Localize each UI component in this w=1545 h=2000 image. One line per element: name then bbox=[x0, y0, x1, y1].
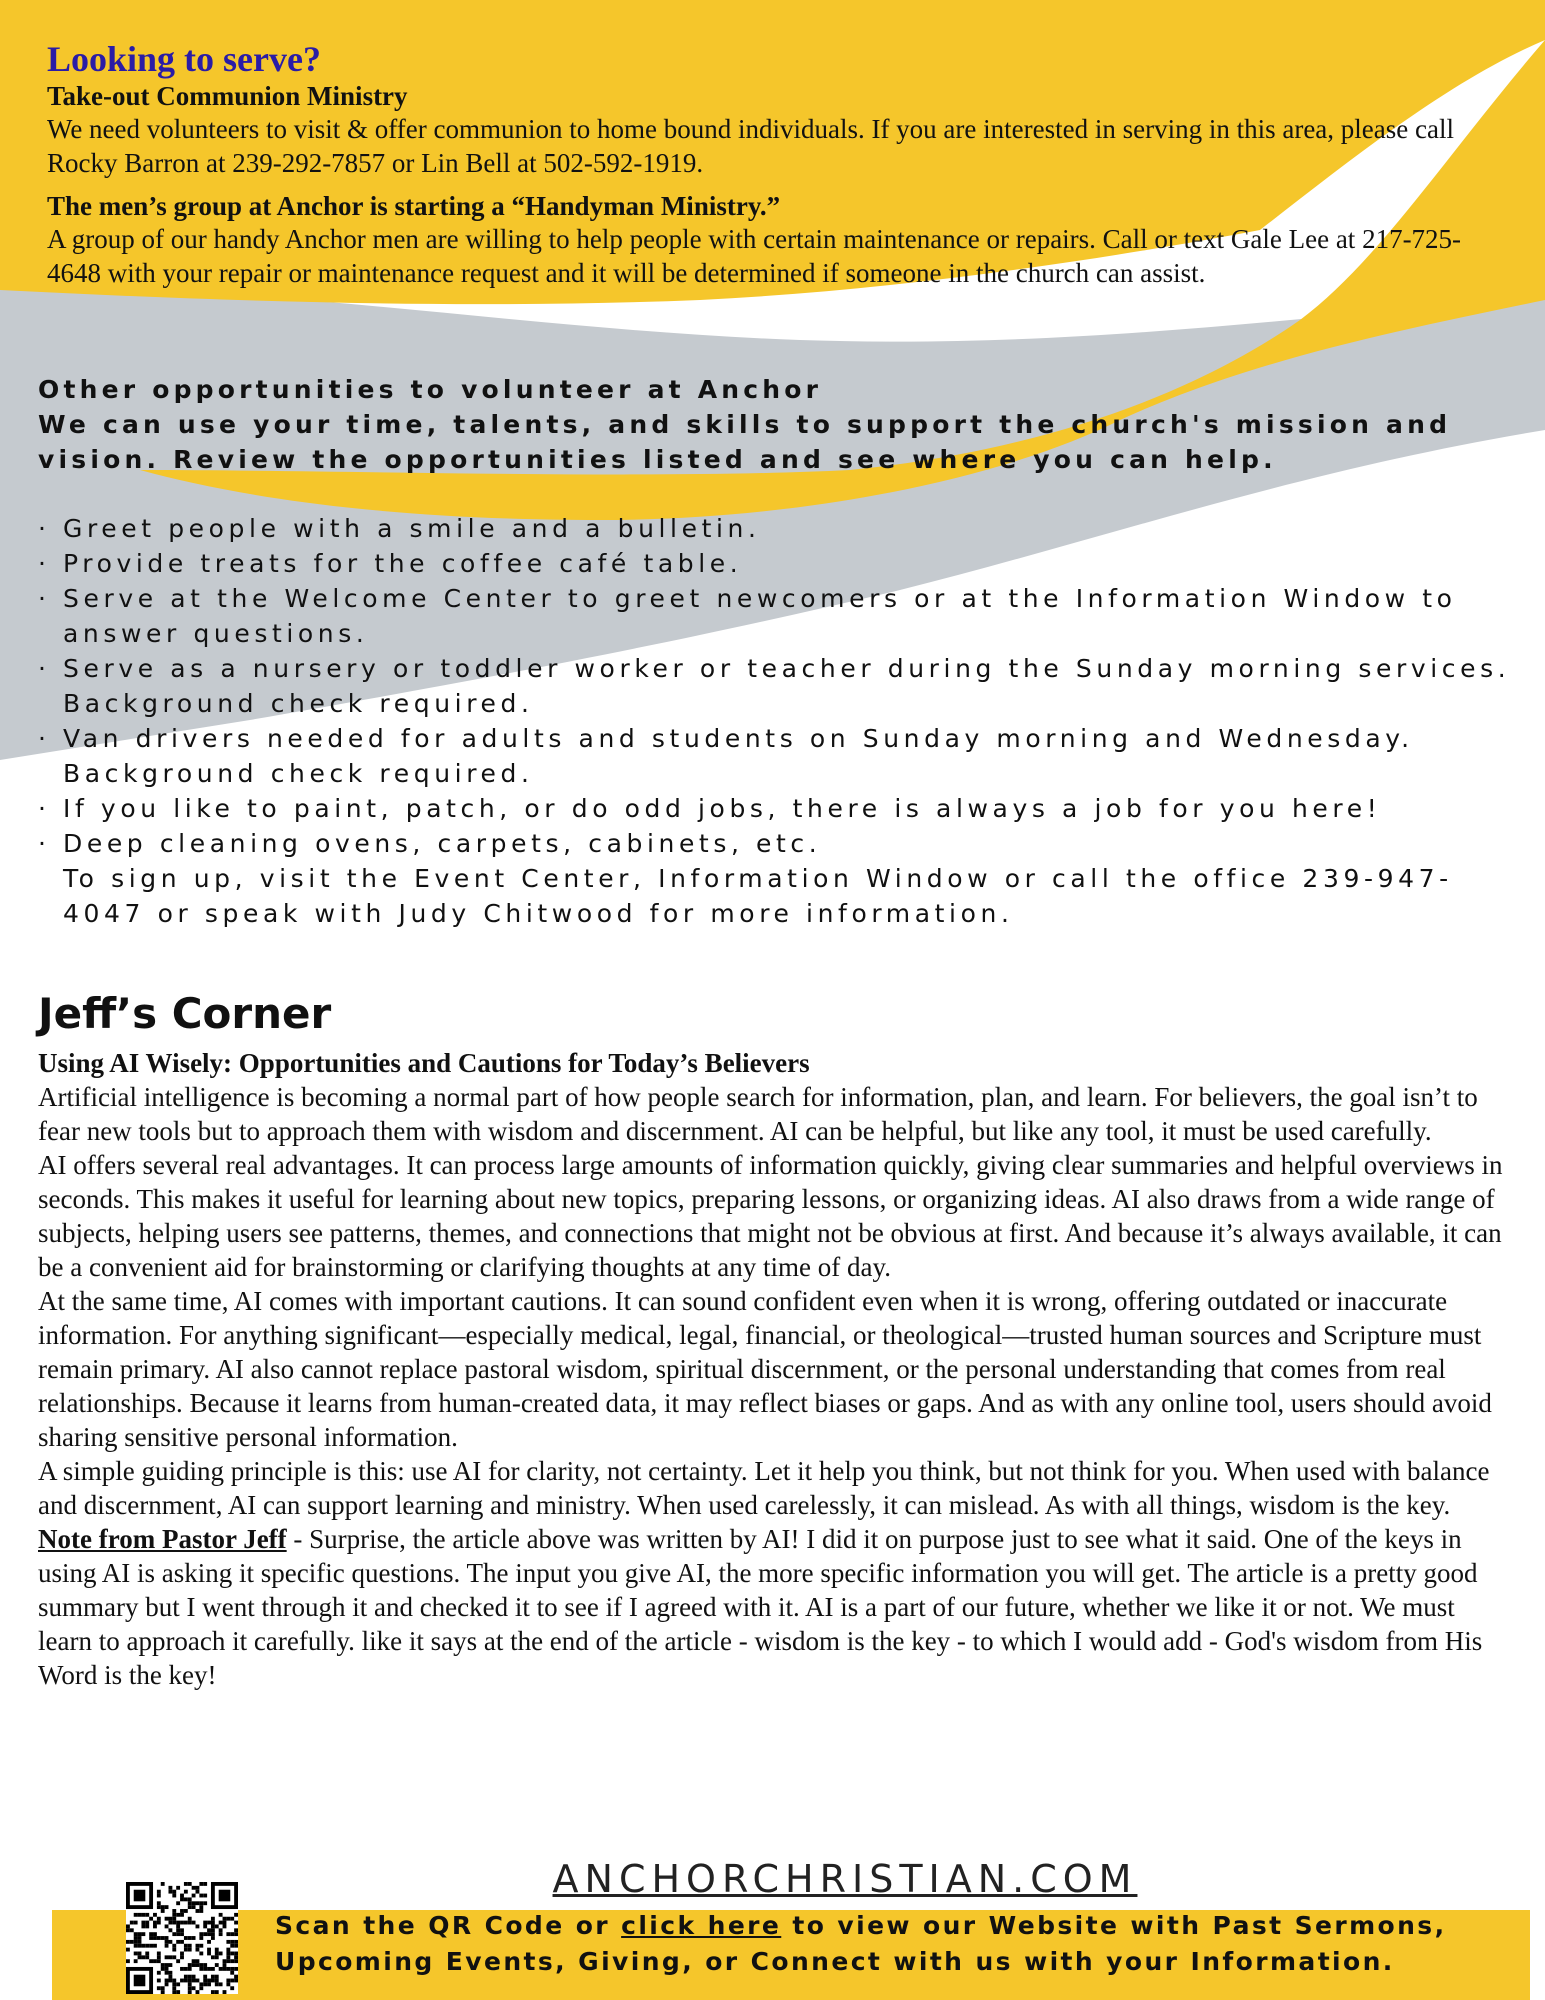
article-paragraph: At the same time, AI comes with important cautions. It can sound confident even when it is wrong, offering outdated or inaccurate information. For anything significant—especially medical, legal, financial, or theological—trusted human sources and Scripture must remain primary. AI also cannot replace pastoral wisdom, spiritual discernment, or the personal understanding that comes from real relationships. Because it learns from human-created data, it may reflect biases or gaps. And as with any online tool, users should avoid sharing sensitive personal information. bbox=[38, 1286, 1492, 1452]
bullet-icon: · bbox=[38, 514, 51, 543]
bullet-icon: · bbox=[38, 584, 51, 613]
article-paragraph: AI offers several real advantages. It can process large amounts of information quickly, giving clear summaries and helpful overviews in seconds. This makes it useful for learning about new topics, preparing lessons, or organizing ideas. AI also draws from a wide range of subjects, helping users see patterns, themes, and connections that might not be obvious at first. And because it’s always available, it can be a convenient aid for brainstorming or clarifying thoughts at any time of day. bbox=[38, 1150, 1503, 1282]
bullet-icon: · bbox=[38, 654, 51, 683]
bullet-icon: · bbox=[38, 829, 51, 858]
article-paragraph: Artificial intelligence is becoming a normal part of how people search for information, plan, and learn. For believers, the goal isn’t to fear new tools but to approach them with wisdom and discernment. AI can be helpful, but like any tool, it must be used carefully. bbox=[38, 1082, 1478, 1146]
jeffs-corner-section bbox=[38, 988, 1508, 1692]
list-item bbox=[38, 791, 1518, 826]
list-item-text: Van drivers needed for adults and students on Sunday morning and Wednesday. Background check required. bbox=[63, 724, 1414, 788]
list-item-text: Provide treats for the coffee café table. bbox=[63, 549, 743, 578]
article-paragraph: A simple guiding principle is this: use AI for clarity, not certainty. Let it help you think, but not think for you. When used with balance and discernment, AI can support learning and ministry. When used carelessly, it can mislead. As with all things, wisdom is the key. bbox=[38, 1456, 1490, 1520]
list-item bbox=[38, 511, 1518, 546]
handyman-text: A group of our handy Anchor men are willing to help people with certain maintenance or repairs. Call or text Gale Lee at 217-725-4648 with your repair or maintenance request and it will be determined if someone in the church can assist. bbox=[47, 224, 1462, 288]
list-item bbox=[38, 721, 1518, 791]
jeffs-corner-title: Jeff’s Corner bbox=[38, 989, 332, 1038]
list-item-text: Deep cleaning ovens, carpets, cabinets, etc. bbox=[63, 829, 822, 858]
list-item-text: Serve at the Welcome Center to greet newcomers or at the Information Window to answer questions. bbox=[63, 584, 1457, 648]
list-item-text: If you like to paint, patch, or do odd jobs, there is always a job for you here! bbox=[63, 794, 1382, 823]
signup-text: To sign up, visit the Event Center, Information Window or call the office 239-947-4047 or speak with Judy Chitwood for more information. bbox=[63, 864, 1453, 928]
click-here-link[interactable]: click here bbox=[621, 1911, 782, 1940]
list-item bbox=[38, 581, 1518, 651]
communion-text: We need volunteers to visit & offer communion to home bound individuals. If you are interested in serving in this area, please call Rocky Barron at 239-292-7857 or Lin Bell at 502-592-1919. bbox=[47, 114, 1454, 178]
pastor-note-text: - Surprise, the article above was written by AI! I did it on purpose just to see what it said. One of the keys in using AI is asking it specific questions. The input you give AI, the more specific information you will get. The article is a pretty good summary but I went through it and checked it to see if I agreed with it. AI is a part of our future, whether we like it or not. We must learn to approach it carefully. like it says at the end of the article - wisdom is the key - to which I would add - God's wisdom from His Word is the key! bbox=[38, 1524, 1483, 1690]
footer-text bbox=[275, 1908, 1525, 1980]
list-item bbox=[38, 651, 1518, 721]
list-item-text: Serve as a nursery or toddler worker or teacher during the Sunday morning services. Background check required. bbox=[63, 654, 1511, 718]
qr-code-graphic bbox=[126, 1882, 238, 1994]
article-title: Using AI Wisely: Opportunities and Cautions for Today’s Believers bbox=[38, 1048, 810, 1078]
bullet-icon: · bbox=[38, 549, 51, 578]
bullet-icon: · bbox=[38, 724, 51, 753]
list-item bbox=[38, 546, 1518, 581]
serve-section bbox=[47, 38, 1507, 290]
communion-heading: Take-out Communion Ministry bbox=[47, 81, 408, 111]
qr-code-icon[interactable] bbox=[126, 1882, 238, 1994]
pastor-note-label: Note from Pastor Jeff bbox=[38, 1524, 287, 1554]
handyman-heading: The men’s group at Anchor is starting a “Handyman Ministry.” bbox=[47, 191, 781, 221]
opportunities-intro: We can use your time, talents, and skills to support the church's mission and vision. Review the opportunities listed and see where you can help. bbox=[38, 410, 1452, 474]
pastor-note bbox=[38, 1522, 1508, 1692]
serve-heading: Looking to serve? bbox=[47, 39, 321, 79]
footer-text-before: Scan the QR Code or bbox=[275, 1911, 622, 1940]
opportunities-list bbox=[38, 511, 1518, 861]
footer-text-after: to view our Website with Past Sermons, Upcoming Events, Giving, or Connect with us with your Information. bbox=[275, 1911, 1447, 1976]
list-item-text: Greet people with a smile and a bulletin. bbox=[63, 514, 761, 543]
opportunities-heading: Other opportunities to volunteer at Anchor bbox=[38, 375, 823, 404]
list-item bbox=[38, 826, 1518, 861]
bullet-icon: · bbox=[38, 794, 51, 823]
website-link[interactable]: ANCHORCHRISTIAN.COM bbox=[552, 1857, 1138, 1901]
opportunities-section bbox=[38, 372, 1518, 931]
